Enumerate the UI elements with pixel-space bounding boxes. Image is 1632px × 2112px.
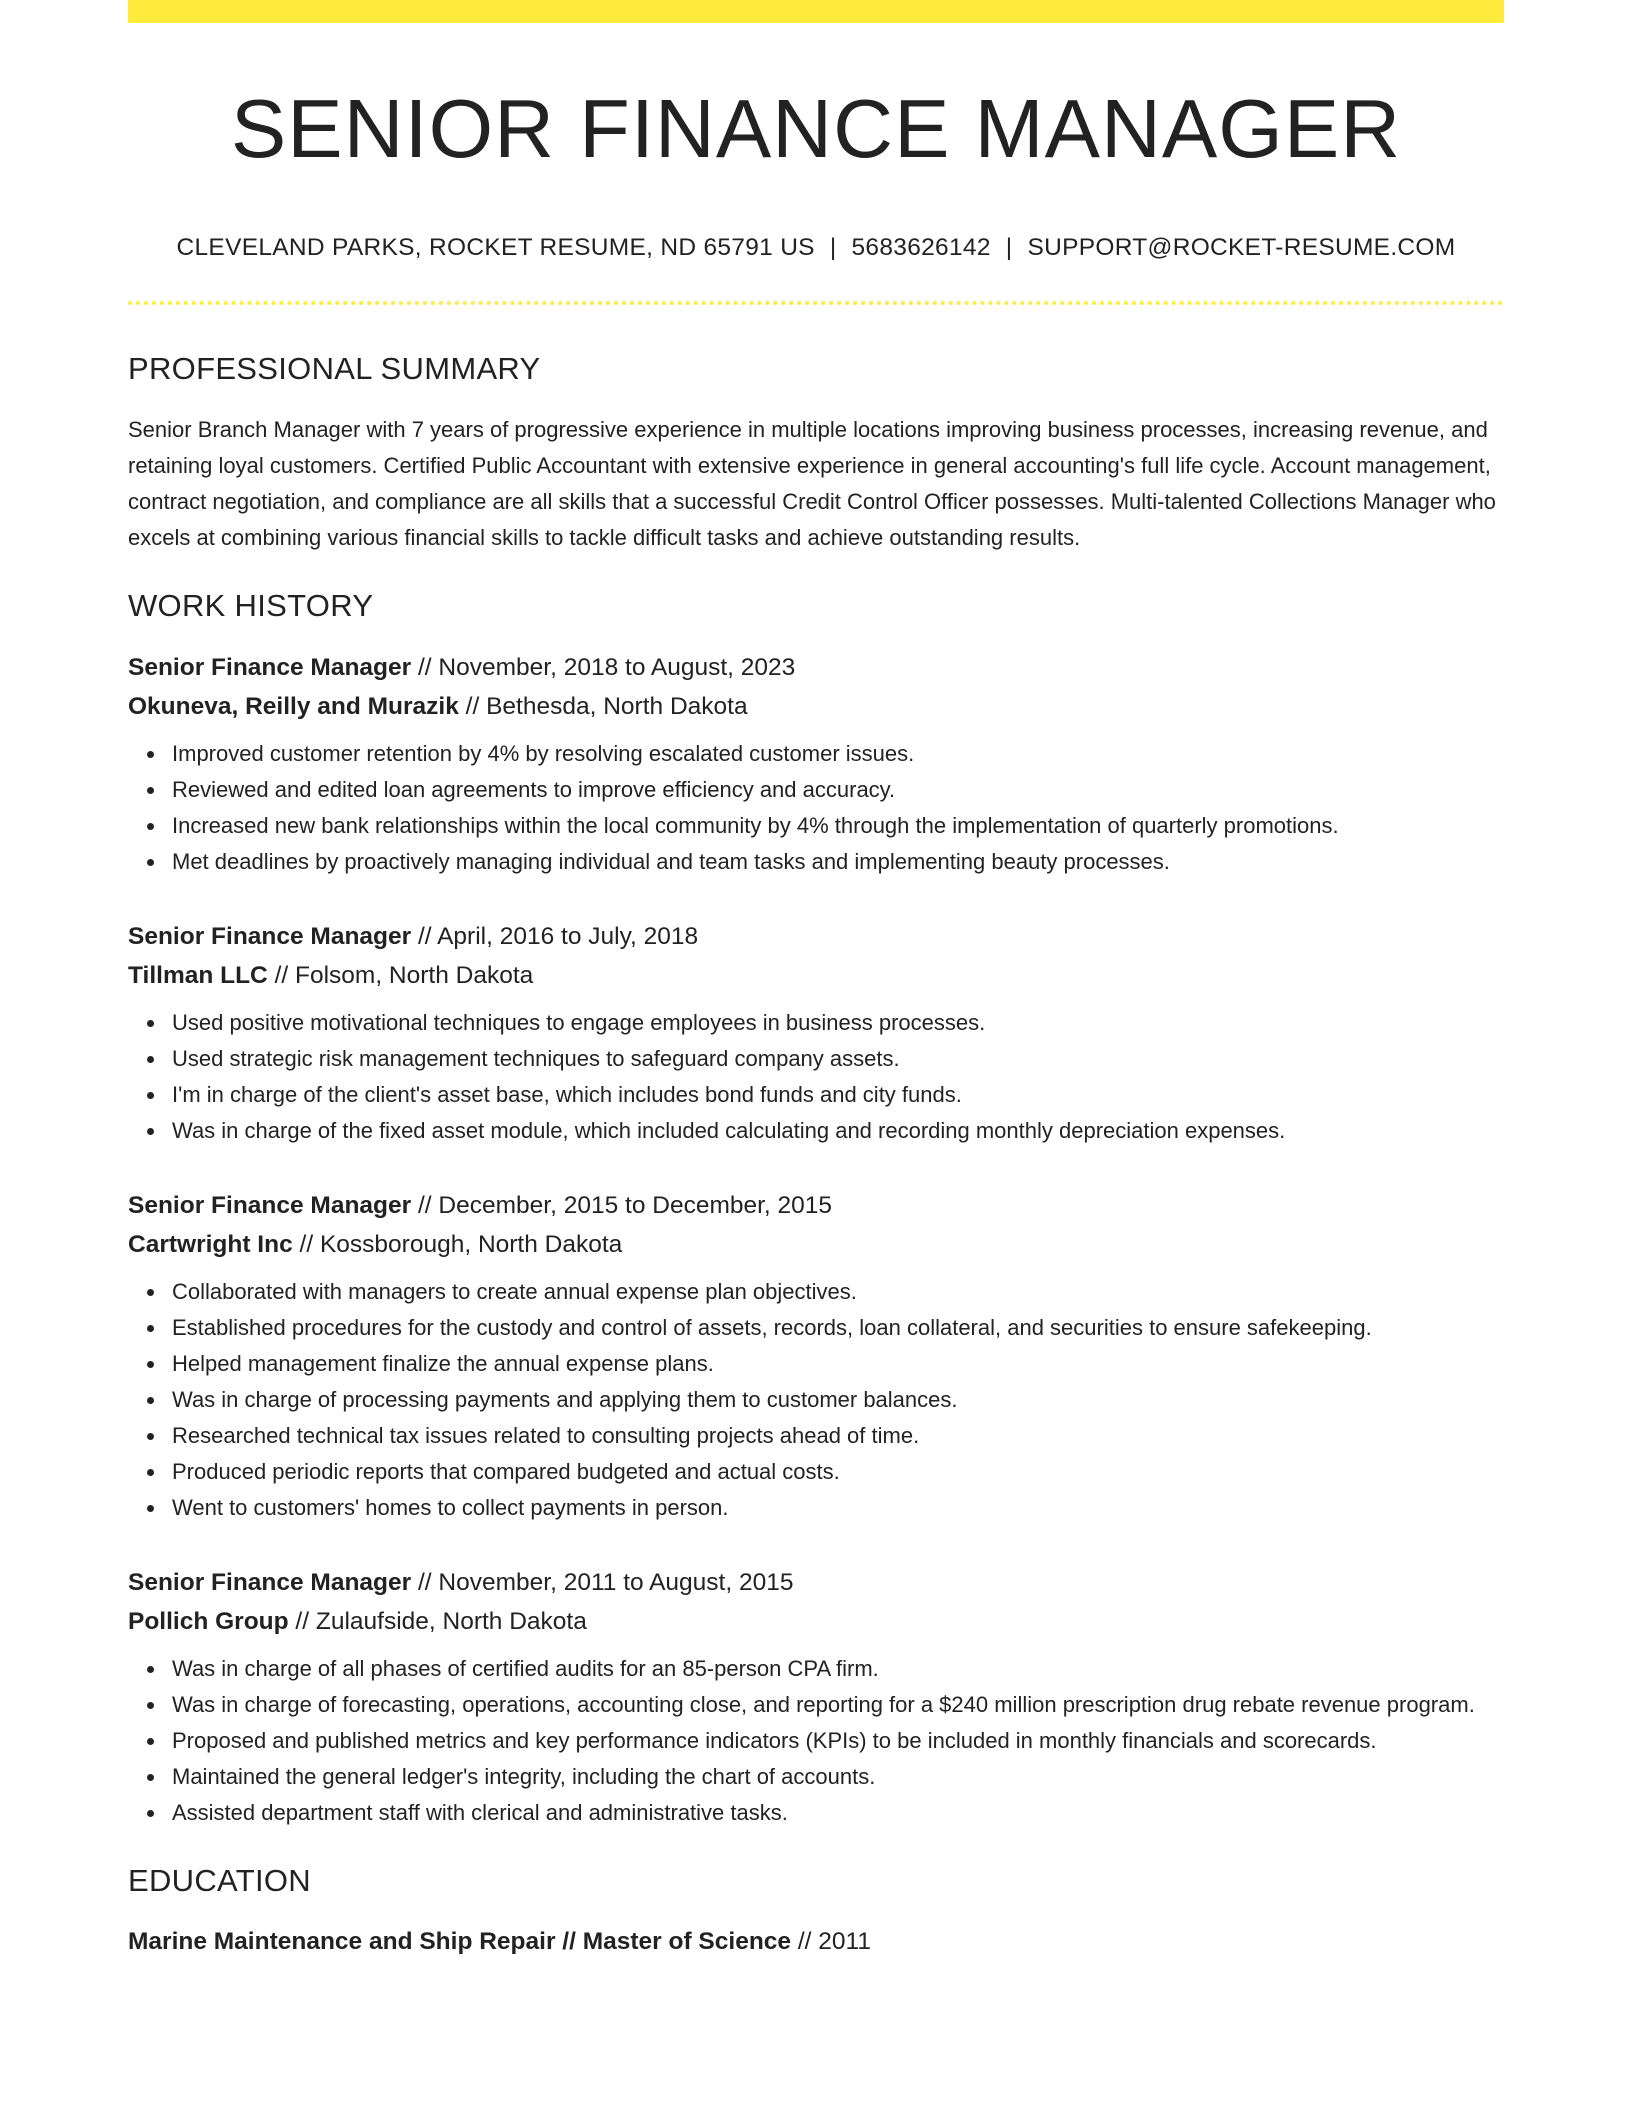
job-company-line <box>128 687 1504 726</box>
separator: // <box>555 1927 583 1955</box>
accent-bar <box>128 0 1504 23</box>
list-item: Improved customer retention by 4% by resolving escalated customer issues. <box>172 736 1504 772</box>
job-bullets <box>128 1274 1504 1526</box>
list-item: Used positive motivational techniques to engage employees in business processes. <box>172 1005 1504 1041</box>
job-title-line <box>128 648 1504 687</box>
list-item: Helped management finalize the annual expense plans. <box>172 1346 1504 1382</box>
job-location: Bethesda, North Dakota <box>486 692 748 720</box>
work-history-heading: WORK HISTORY <box>128 587 374 623</box>
page-title: SENIOR FINANCE MANAGER <box>230 82 1402 175</box>
job-title: Senior Finance Manager <box>128 922 412 950</box>
list-item: Researched technical tax issues related to consulting projects ahead of time. <box>172 1418 1504 1454</box>
separator: // <box>288 1607 316 1635</box>
job-company: Pollich Group <box>128 1607 289 1635</box>
job-dates: April, 2016 to July, 2018 <box>437 922 699 950</box>
list-item: Proposed and published metrics and key performance indicators (KPIs) to be included in monthly financials and scorecards. <box>172 1723 1504 1759</box>
dotted-divider <box>128 301 1504 305</box>
contact-line <box>128 236 1504 261</box>
job-entry <box>128 648 1504 880</box>
list-item: Was in charge of all phases of certified audits for an 85-person CPA firm. <box>172 1651 1504 1687</box>
job-entry <box>128 1563 1504 1831</box>
list-item: Was in charge of the fixed asset module, which included calculating and recording monthly depreciation expenses. <box>172 1113 1504 1149</box>
job-title-line <box>128 1563 1504 1602</box>
job-title: Senior Finance Manager <box>128 653 412 681</box>
education-entry <box>128 1922 1504 1961</box>
job-title-line <box>128 917 1504 956</box>
job-company: Okuneva, Reilly and Murazik <box>128 692 459 720</box>
education-list <box>128 1922 1504 1961</box>
education-heading: EDUCATION <box>128 1862 311 1898</box>
job-location: Zulaufside, North Dakota <box>315 1607 587 1635</box>
separator: // <box>411 922 438 950</box>
separator: // <box>791 1927 819 1955</box>
separator: // <box>411 1568 439 1596</box>
summary-text: Senior Branch Manager with 7 years of progressive experience in multiple locations improving business processes, increasing revenue, and retaining loyal customers. Certified Public Accountant with extensive experience in general accounting's full life cycle. Account management, contract negotiation, and compliance are all skills that a successful Credit Control Officer possesses. Multi-talented Collections Manager who excels at combining various financial skills to tackle difficult tasks and achieve outstanding results. <box>128 416 1496 550</box>
summary-heading: PROFESSIONAL SUMMARY <box>128 350 541 386</box>
job-company-line <box>128 1602 1504 1641</box>
job-location: Kossborough, North Dakota <box>319 1230 623 1258</box>
job-title: Senior Finance Manager <box>128 1568 412 1596</box>
address: CLEVELAND PARKS, ROCKET RESUME, ND 65791 US <box>176 234 815 261</box>
job-bullets <box>128 736 1504 880</box>
contact-separator: | <box>829 234 837 261</box>
list-item: Reviewed and edited loan agreements to improve efficiency and accuracy. <box>172 772 1504 808</box>
job-dates: December, 2015 to December, 2015 <box>438 1191 833 1219</box>
list-item: Maintained the general ledger's integrity, including the chart of accounts. <box>172 1759 1504 1795</box>
list-item: Was in charge of forecasting, operations, accounting close, and reporting for a $240 million prescription drug rebate revenue program. <box>172 1687 1504 1723</box>
education-degree: Master of Science <box>582 1927 792 1955</box>
list-item: Collaborated with managers to create annual expense plan objectives. <box>172 1274 1504 1310</box>
job-title-line <box>128 1186 1504 1225</box>
separator: // <box>411 653 439 681</box>
job-company-line <box>128 956 1504 995</box>
job-bullets <box>128 1651 1504 1831</box>
phone: 5683626142 <box>851 234 991 261</box>
list-item: Used strategic risk management techniques to safeguard company assets. <box>172 1041 1504 1077</box>
job-company-line <box>128 1225 1504 1264</box>
job-company: Cartwright Inc <box>128 1230 293 1258</box>
contact-separator: | <box>1005 234 1013 261</box>
list-item: I'm in charge of the client's asset base, which includes bond funds and city funds. <box>172 1077 1504 1113</box>
separator: // <box>458 692 487 720</box>
job-dates: November, 2018 to August, 2023 <box>438 653 796 681</box>
list-item: Met deadlines by proactively managing individual and team tasks and implementing beauty processes. <box>172 844 1504 880</box>
list-item: Increased new bank relationships within the local community by 4% through the implementation of quarterly promotions. <box>172 808 1504 844</box>
job-entry <box>128 1186 1504 1526</box>
list-item: Produced periodic reports that compared budgeted and actual costs. <box>172 1454 1504 1490</box>
job-title: Senior Finance Manager <box>128 1191 412 1219</box>
education-field: Marine Maintenance and Ship Repair <box>128 1927 556 1955</box>
job-location: Folsom, North Dakota <box>295 961 534 989</box>
separator: // <box>292 1230 320 1258</box>
separator: // <box>411 1191 439 1219</box>
job-entry <box>128 917 1504 1149</box>
list-item: Went to customers' homes to collect payments in person. <box>172 1490 1504 1526</box>
resume-page <box>128 0 1504 1961</box>
education-year: 2011 <box>818 1927 871 1955</box>
list-item: Assisted department staff with clerical and administrative tasks. <box>172 1795 1504 1831</box>
job-dates: November, 2011 to August, 2015 <box>438 1568 794 1596</box>
work-history-list <box>128 648 1504 1831</box>
job-bullets <box>128 1005 1504 1149</box>
job-company: Tillman LLC <box>128 961 268 989</box>
email: SUPPORT@ROCKET-RESUME.COM <box>1027 234 1456 261</box>
list-item: Established procedures for the custody and control of assets, records, loan collateral, and securities to ensure safekeeping. <box>172 1310 1504 1346</box>
list-item: Was in charge of processing payments and applying them to customer balances. <box>172 1382 1504 1418</box>
separator: // <box>267 961 295 989</box>
